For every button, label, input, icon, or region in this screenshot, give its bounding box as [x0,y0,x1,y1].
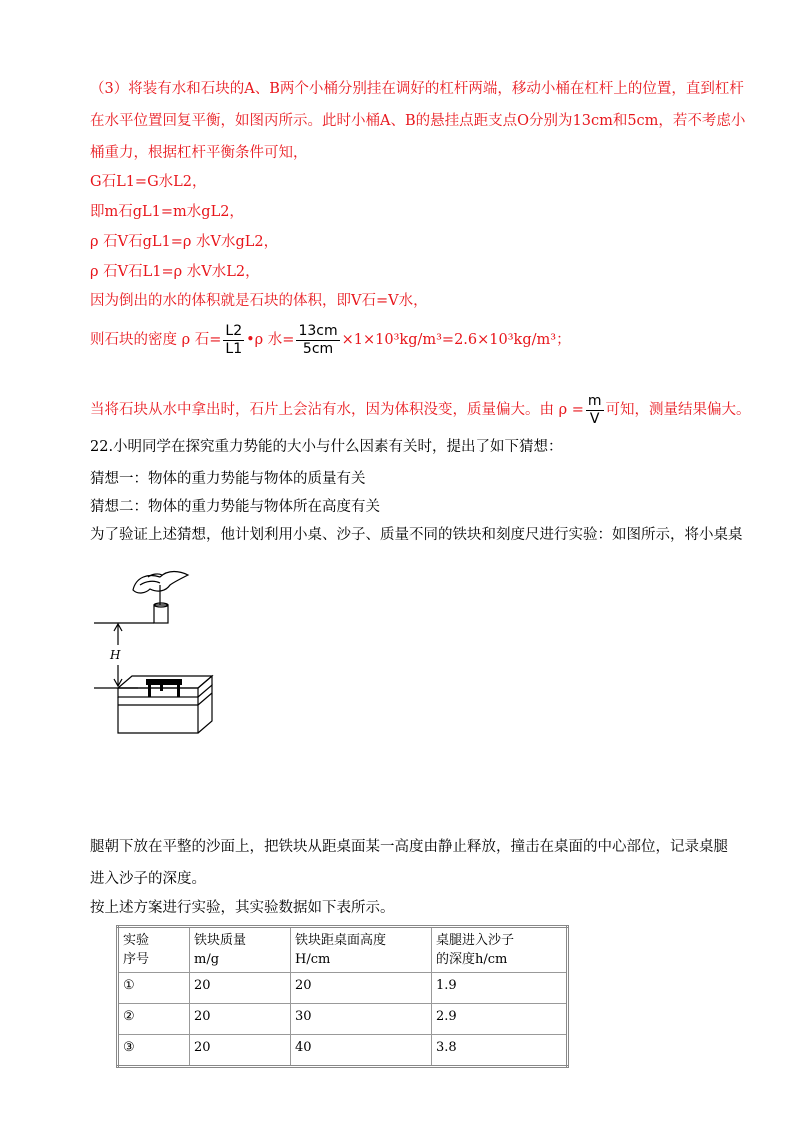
table-intro: 按上述方案进行实验，其实验数据如下表所示。 [90,900,395,916]
table-cell: 20 [190,973,291,1004]
table-cell: ③ [118,1035,190,1067]
table-row [118,1004,568,1035]
table-cell: 2.9 [432,1004,568,1035]
equation-1: G石L1=G水L2， [90,174,207,190]
solution-para-3: 桶重力，根据杠杆平衡条件可知， [90,145,308,161]
fraction-numerator: L2 [225,322,243,339]
fraction-m-v [586,393,604,428]
fraction-l2-l1 [223,323,244,358]
header-cell: 桌腿进入沙子 的深度h/cm [432,927,568,973]
table-cell: 1.9 [432,973,568,1004]
table-cell: 20 [190,1035,291,1067]
fraction-numerator: m [587,392,602,409]
guess-1: 猜想一：物体的重力势能与物体的质量有关 [90,471,366,487]
experiment-figure [88,555,228,745]
density-prefix: 则石块的密度 ρ 石= [90,332,222,348]
table-cell: 20 [190,1004,291,1035]
equation-4: ρ 石V石L1=ρ 水V水L2， [90,264,260,280]
density-formula [90,322,571,358]
header-cell: 实验 序号 [118,927,190,973]
table-header-row [118,927,568,973]
table-row [118,973,568,1004]
header-cell: 铁块质量 m/g [190,927,291,973]
solution-para-1: （3）将装有水和石块的A、B两个小桶分别挂在调好的杠杆两端，移动小桶在杠杆上的位置，直到杠杆 [90,81,744,97]
density-suffix: ×1×10³kg/m³=2.6×10³kg/m³； [341,332,571,348]
data-table [116,925,569,1068]
table-cell: 20 [291,973,432,1004]
question-continued-1: 腿朝下放在平整的沙面上，把铁块从距桌面某一高度由静止释放，撞击在桌面的中心部位，记录桌腿 [90,839,728,855]
table-cell: 3.8 [432,1035,568,1067]
table-cell: ② [118,1004,190,1035]
fraction-13-5 [296,323,339,358]
guess-2: 猜想二：物体的重力势能与物体所在高度有关 [90,499,380,515]
header-cell: 铁块距桌面高度 H/cm [291,927,432,973]
table-cell: 30 [291,1004,432,1035]
conclusion-suffix: 可知，测量结果偏大。 [605,402,751,418]
fraction-denominator: 5cm [302,340,334,357]
table-row [118,1035,568,1067]
question-intro: 为了验证上述猜想，他计划利用小桌、沙子、质量不同的铁块和刻度尺进行实验：如图所示，将小桌桌 [90,527,743,543]
question-continued-2: 进入沙子的深度。 [90,871,206,887]
density-mid: •ρ 水= [246,332,295,348]
question-title: 22.小明同学在探究重力势能的大小与什么因素有关时，提出了如下猜想： [90,439,563,455]
solution-para-2: 在水平位置回复平衡，如图丙所示。此时小桶A、B的悬挂点距支点O分别为13cm和5cm，若不考虑小 [90,113,746,129]
table-cell: 40 [291,1035,432,1067]
equation-3: ρ 石V石gL1=ρ 水V水gL2， [90,234,279,250]
height-label: H [110,648,121,662]
fraction-numerator: 13cm [298,322,338,339]
fraction-denominator: V [589,410,600,427]
solution-para-4: 因为倒出的水的体积就是石块的体积，即V石=V水， [90,293,428,309]
fraction-denominator: L1 [225,340,243,357]
equation-2: 即m石gL1=m水gL2， [90,204,244,220]
table-cell: ① [118,973,190,1004]
conclusion [90,392,751,428]
conclusion-prefix: 当将石块从水中拿出时，石片上会沾有水，因为体积没变，质量偏大。由 ρ = [90,402,584,418]
